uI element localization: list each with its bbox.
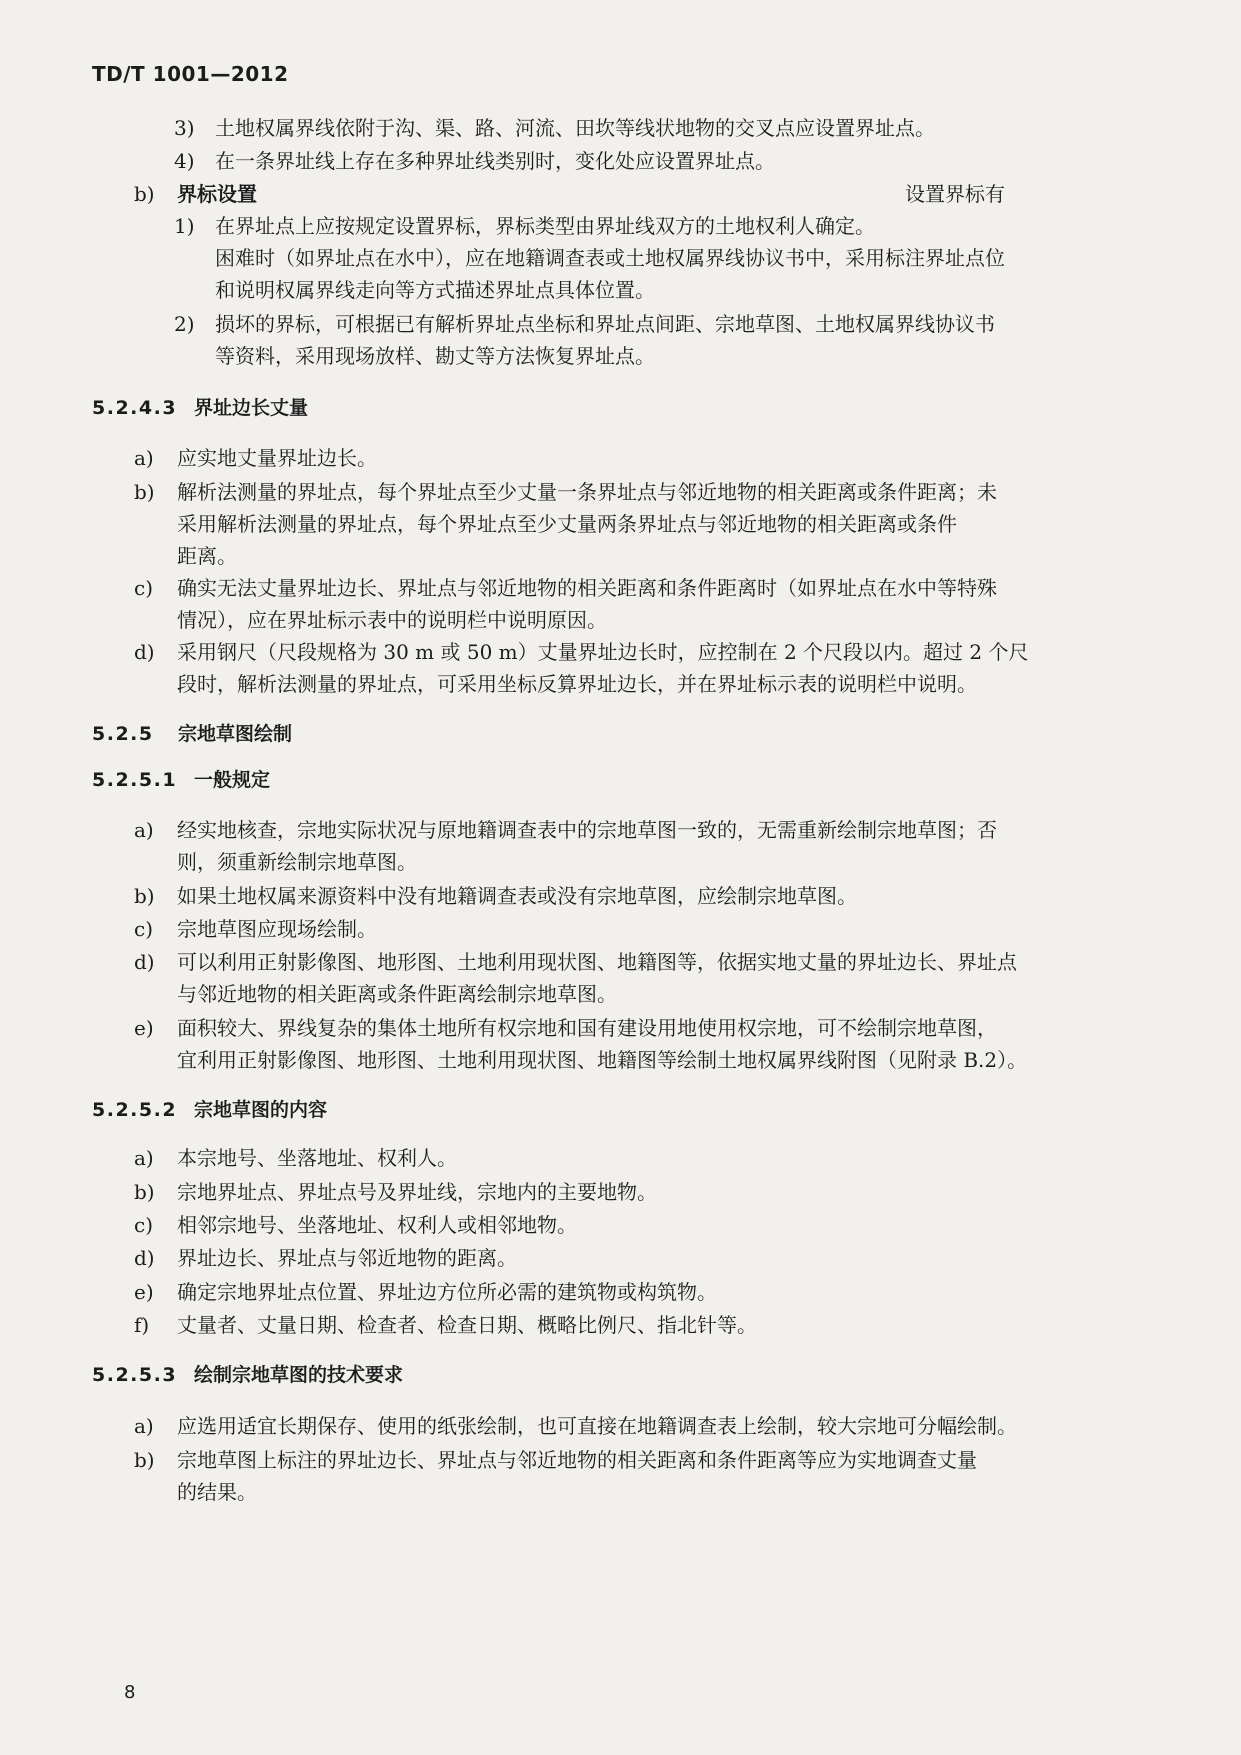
list-marker: b)	[134, 1448, 155, 1472]
section-number: 5.2.5.2	[92, 1099, 178, 1121]
list-text: 本宗地号、坐落地址、权利人。	[177, 1146, 457, 1170]
list-text: 确定宗地界址点位置、界址边方位所必需的建筑物或构筑物。	[177, 1280, 717, 1304]
list-text-line: 如果土地权属来源资料中没有地籍调查表或没有宗地草图，应绘制宗地草图。	[177, 884, 857, 908]
section-title: 一般规定	[194, 769, 271, 791]
item-marker: 4)	[174, 149, 195, 173]
list-marker: f)	[134, 1313, 150, 1337]
list-text: 宗地界址点、界址点号及界址线，宗地内的主要地物。	[177, 1180, 657, 1204]
list-marker: b)	[134, 182, 155, 206]
item-marker: 1)	[174, 214, 195, 238]
section-number: 5.2.4.3	[92, 397, 178, 419]
item-text-tail: 设置界标有	[905, 182, 1005, 206]
list-marker: b)	[134, 480, 155, 504]
list-text-line: 采用解析法测量的界址点，每个界址点至少丈量两条界址点与邻近地物的相关距离或条件	[177, 512, 957, 536]
list-text-line: 面积较大、界线复杂的集体土地所有权宗地和国有建设用地使用权宗地，可不绘制宗地草图，	[177, 1016, 997, 1040]
list-text-line: 应选用适宜长期保存、使用的纸张绘制，也可直接在地籍调查表上绘制，较大宗地可分幅绘制。	[177, 1414, 1017, 1438]
list-text-line: 宗地草图上标注的界址边长、界址点与邻近地物的相关距离和条件距离等应为实地调查丈量	[177, 1448, 977, 1472]
item-text-line: 在界址点上应按规定设置界标，界标类型由界址线双方的土地权利人确定。	[215, 214, 875, 238]
list-marker: d)	[134, 640, 155, 664]
item-text-line: 困难时（如界址点在水中），应在地籍调查表或土地权属界线协议书中，采用标注界址点位	[215, 246, 1005, 270]
list-marker: b)	[134, 884, 155, 908]
page-number: 8	[124, 1682, 136, 1703]
list-text-line: 确实无法丈量界址边长、界址点与邻近地物的相关距离和条件距离时（如界址点在水中等特殊	[177, 576, 997, 600]
list-text-line: 经实地核查，宗地实际状况与原地籍调查表中的宗地草图一致的，无需重新绘制宗地草图；否	[177, 818, 997, 842]
list-marker: b)	[134, 1180, 155, 1204]
list-text-line: 宗地草图应现场绘制。	[177, 917, 377, 941]
list-marker: e)	[134, 1016, 154, 1040]
section-number: 5.2.5.1	[92, 769, 178, 791]
section-number: 5.2.5.3	[92, 1364, 178, 1386]
section-heading	[92, 396, 308, 420]
list-heading: 界标设置	[177, 182, 257, 206]
list-text-line: 可以利用正射影像图、地形图、土地利用现状图、地籍图等，依据实地丈量的界址边长、界址点	[177, 950, 1017, 974]
list-marker: d)	[134, 950, 155, 974]
list-marker: e)	[134, 1280, 154, 1304]
section-heading	[92, 722, 292, 746]
section-heading	[92, 1363, 403, 1387]
section-title: 界址边长丈量	[194, 397, 309, 419]
list-marker: c)	[134, 1213, 154, 1237]
list-text-line: 采用钢尺（尺段规格为 30 m 或 50 m）丈量界址边长时，应控制在 2 个尺段以内。超过 2 个尺	[177, 640, 1029, 664]
list-text-line: 段时，解析法测量的界址点，可采用坐标反算界址边长，并在界址标示表的说明栏中说明。	[177, 672, 977, 696]
list-marker: d)	[134, 1246, 155, 1270]
item-text-line: 等资料，采用现场放样、勘丈等方法恢复界址点。	[215, 344, 655, 368]
list-marker: c)	[134, 576, 154, 600]
section-title: 宗地草图的内容	[194, 1099, 328, 1121]
list-marker: a)	[134, 818, 154, 842]
list-text-line: 的结果。	[177, 1480, 257, 1504]
item-text: 土地权属界线依附于沟、渠、路、河流、田坎等线状地物的交叉点应设置界址点。	[215, 116, 935, 140]
document-code: TD/T 1001—2012	[92, 62, 289, 86]
list-marker: c)	[134, 917, 154, 941]
item-text: 在一条界址线上存在多种界址线类别时，变化处应设置界址点。	[215, 149, 775, 173]
list-marker: a)	[134, 446, 154, 470]
list-text: 界址边长、界址点与邻近地物的距离。	[177, 1246, 517, 1270]
list-text-line: 解析法测量的界址点，每个界址点至少丈量一条界址点与邻近地物的相关距离或条件距离；未	[177, 480, 997, 504]
section-heading	[92, 1098, 327, 1122]
list-text-line: 宜利用正射影像图、地形图、土地利用现状图、地籍图等绘制土地权属界线附图（见附录 B.2）。	[177, 1048, 1028, 1072]
section-heading	[92, 768, 270, 792]
list-text: 丈量者、丈量日期、检查者、检查日期、概略比例尺、指北针等。	[177, 1313, 757, 1337]
section-title: 宗地草图绘制	[178, 723, 293, 745]
list-text: 相邻宗地号、坐落地址、权利人或相邻地物。	[177, 1213, 577, 1237]
list-text-line: 距离。	[177, 544, 237, 568]
section-title: 绘制宗地草图的技术要求	[194, 1364, 404, 1386]
list-marker: a)	[134, 1146, 154, 1170]
section-number: 5.2.5	[92, 723, 154, 745]
item-marker: 2)	[174, 312, 195, 336]
list-text-line: 应实地丈量界址边长。	[177, 446, 377, 470]
list-marker: a)	[134, 1414, 154, 1438]
list-text-line: 则，须重新绘制宗地草图。	[177, 850, 417, 874]
item-text-line: 损坏的界标，可根据已有解析界址点坐标和界址点间距、宗地草图、土地权属界线协议书	[215, 312, 995, 336]
list-text-line: 与邻近地物的相关距离或条件距离绘制宗地草图。	[177, 982, 617, 1006]
item-text-line: 和说明权属界线走向等方式描述界址点具体位置。	[215, 278, 655, 302]
item-marker: 3)	[174, 116, 195, 140]
list-text-line: 情况），应在界址标示表中的说明栏中说明原因。	[177, 608, 607, 632]
